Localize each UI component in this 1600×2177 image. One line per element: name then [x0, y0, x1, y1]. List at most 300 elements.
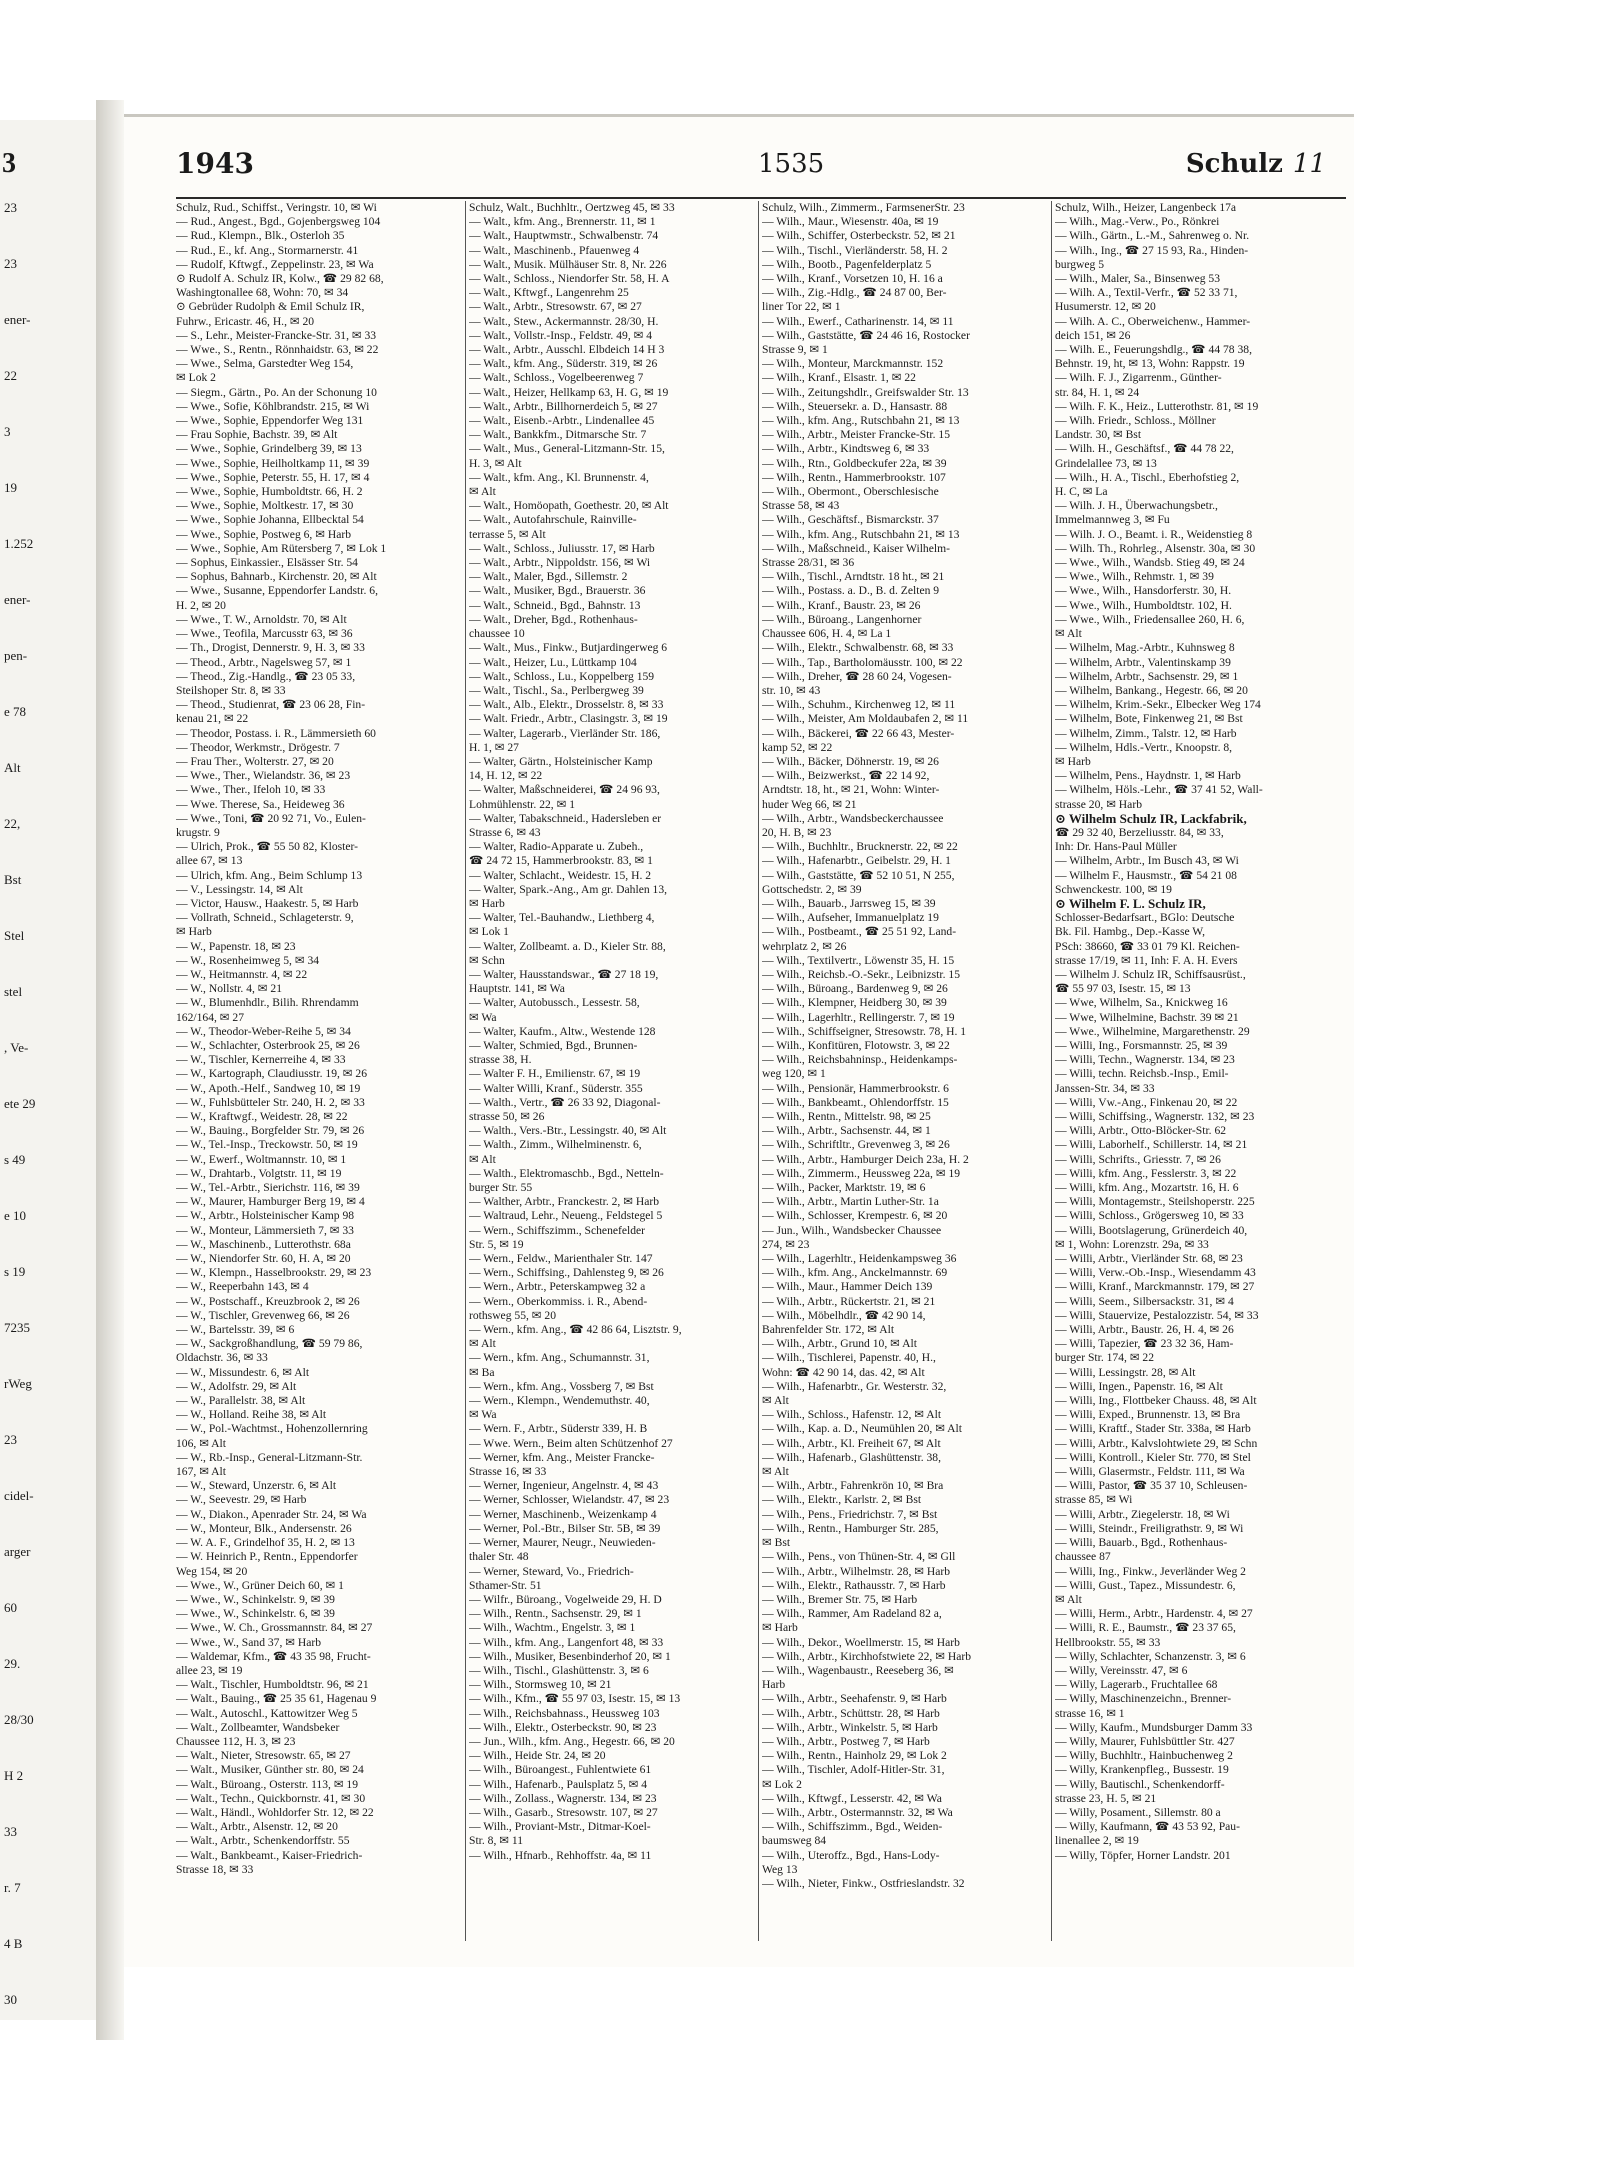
directory-entry: — W., Theodor-Weber-Reihe 5, ✉ 34	[176, 1024, 351, 1038]
directory-entry: — Walt., Eisenb.-Arbtr., Lindenallee 45	[469, 414, 655, 428]
directory-entry: — Walt., Arbtr., Ausschl. Elbdeich 14 H 3	[469, 343, 665, 357]
directory-entry: — Vollrath, Schneid., Schlageterstr. 9,	[176, 911, 354, 925]
directory-entry: — Theodor, Werkmstr., Drögestr. 7	[176, 740, 340, 754]
directory-entry: burgweg 5	[1055, 257, 1105, 271]
directory-entry: Wohn: ☎ 42 90 14, das. 42, ✉ Alt	[762, 1365, 925, 1379]
directory-entry: — Wilh. A., Textil-Verfr., ☎ 52 33 71,	[1055, 286, 1238, 300]
directory-entry: — Theod., Zig.-Handlg., ☎ 23 05 33,	[176, 669, 356, 683]
directory-entry: — Walt., kfm. Ang., Kl. Brunnenstr. 4,	[469, 470, 649, 484]
directory-entry: — Wilh. E., Feuerungshdlg., ☎ 44 78 38,	[1055, 343, 1252, 357]
directory-entry: Schlosser-Bedarfsart., BGlo: Deutsche	[1055, 911, 1235, 925]
directory-entry: — Wilh., Geschäftsf., Bismarckstr. 37	[762, 513, 939, 527]
directory-entry: — Walt., Bauing., ☎ 25 35 61, Hagenau 9	[176, 1692, 377, 1706]
directory-entry: — Wilh., Arbtr., Hamburger Deich 23a, H. 2	[762, 1152, 969, 1166]
directory-entry: Schwenckestr. 100, ✉ 19	[1055, 882, 1172, 896]
directory-entry: — Wilh., Reichsbahnass., Heussweg 103	[469, 1706, 660, 1720]
directory-entry: H. C, ✉ La	[1055, 485, 1108, 499]
directory-entry: — Wilhelm, Pens., Haydnstr. 1, ✉ Harb	[1055, 769, 1241, 783]
directory-entry: weg 120, ✉ 1	[762, 1067, 826, 1081]
directory-entry: — Wilh., Mag.-Verw., Po., Rönkrei	[1055, 215, 1220, 229]
previous-page-fragment: 3	[4, 424, 11, 439]
directory-entry: — Wilh., Arbtr., Winkelstr. 5, ✉ Harb	[762, 1720, 938, 1734]
directory-entry: — W., Monteur, Lämmersieth 7, ✉ 33	[176, 1223, 354, 1237]
directory-entry: — Victor, Hausw., Haakestr. 5, ✉ Harb	[176, 896, 359, 910]
directory-entry: — Willi, Herm., Arbtr., Hardenstr. 4, ✉ 27	[1055, 1607, 1253, 1621]
directory-entry: Strasse 16, ✉ 33	[469, 1465, 547, 1479]
directory-entry: Washingtonallee 68, Wohn: 70, ✉ 34	[176, 286, 349, 300]
directory-entry: — Walter, Schlacht., Weidestr. 15, H. 2	[469, 868, 652, 882]
previous-page-fragment: 22,	[4, 816, 21, 831]
directory-entry: burger Str. 55	[469, 1181, 533, 1195]
directory-entry: — Wilh. A. C., Oberweichenw., Hammer-	[1055, 314, 1251, 328]
directory-entry: — W., Tischler, Kernerreihe 4, ✉ 33	[176, 1053, 346, 1067]
previous-page-fragment: H 2	[4, 1768, 24, 1783]
directory-entry: — W., Klempn., Hasselbrookstr. 29, ✉ 23	[176, 1266, 372, 1280]
directory-entry: — Wwe., W., Schinkelstr. 6, ✉ 39	[176, 1607, 335, 1621]
directory-entry: — Wilfr., Büroang., Vogelweide 29, H. D	[469, 1592, 662, 1606]
directory-entry: — Wilh., Schiffseigner, Stresowstr. 78, H. 1	[762, 1024, 967, 1038]
previous-page-fragment: 7235	[4, 1320, 30, 1335]
directory-entry: — Wwe., Sophie Johanna, Ellbecktal 54	[176, 513, 364, 527]
directory-entry: — W., Maurer, Hamburger Berg 19, ✉ 4	[176, 1195, 365, 1209]
directory-entry: — Wilh., Zeitungshdlr., Greifswalder Str. 13	[762, 385, 969, 399]
directory-entry: Weg 13	[762, 1862, 798, 1876]
directory-entry: — Wilh., Bäckerei, ☎ 22 66 43, Mester-	[762, 726, 955, 740]
directory-entry: — W., Holland. Reihe 38, ✉ Alt	[176, 1408, 327, 1422]
directory-entry: — Wilh., Schloss., Hafenstr. 12, ✉ Alt	[762, 1408, 942, 1422]
previous-page-fragment: Stel	[4, 928, 25, 943]
directory-entry: — Willi, Lessingstr. 28, ✉ Alt	[1055, 1365, 1196, 1379]
directory-entry: — Wilhelm, Arbtr., Im Busch 43, ✉ Wi	[1055, 854, 1239, 868]
directory-entry: deich 151, ✉ 26	[1055, 328, 1131, 342]
directory-entry: — Walter, Zollbeamt. a. D., Kieler Str. 88,	[469, 939, 666, 953]
directory-entry: — Theod., Arbtr., Nagelsweg 57, ✉ 1	[176, 655, 352, 669]
directory-entry: — Wilh., Rentn., Mittelstr. 98, ✉ 25	[762, 1110, 931, 1123]
directory-entry: — Walt., Arbtr., Billhornerdeich 5, ✉ 27	[469, 399, 658, 413]
directory-entry: — V., Lessingstr. 14, ✉ Alt	[176, 882, 303, 896]
directory-entry: — Wilh., Büroang., Bardenweg 9, ✉ 26	[762, 982, 948, 996]
directory-entry: — W., Seevestr. 29, ✉ Harb	[176, 1493, 307, 1507]
directory-entry: strasse 38, H.	[469, 1053, 532, 1067]
directory-entry: strasse 85, ✉ Wi	[1055, 1493, 1133, 1507]
directory-entry: — W. A. F., Grindelhof 35, H. 2, ✉ 13	[176, 1536, 355, 1550]
directory-entry: — Walter, Maßschneiderei, ☎ 24 96 93,	[469, 783, 660, 797]
directory-entry: — Wilh., Lagerhltr., Heidenkampsweg 36	[762, 1252, 957, 1266]
directory-entry: — Wilh., Rentn., Hainholz 29, ✉ Lok 2	[762, 1749, 947, 1763]
directory-entry: ✉ Lok 1	[469, 925, 509, 939]
directory-entry: — Wilhelm, Bankang., Hegestr. 66, ✉ 20	[1055, 683, 1248, 697]
directory-entry: — Walter, Tabakschneid., Hadersleben er	[469, 811, 662, 825]
directory-entry: Behnstr. 19, ht, ✉ 13, Wohn: Rappstr. 19	[1055, 357, 1245, 371]
directory-entry: — W., Diakon., Apenrader Str. 24, ✉ Wa	[176, 1507, 367, 1521]
directory-entry: — Wilh., Arbtr., Meister Francke-Str. 15	[762, 428, 951, 442]
directory-entry: — Wern. F., Arbtr., Süderstr 339, H. B	[469, 1422, 648, 1436]
directory-entry: — Werner, Maschinenb., Weizenkamp 4	[469, 1507, 657, 1521]
directory-entry: Steilshoper Str. 8, ✉ 33	[176, 683, 286, 697]
directory-entry: burger Str. 174, ✉ 22	[1055, 1351, 1155, 1365]
directory-entry: — Wilhelm, Arbtr., Valentinskamp 39	[1055, 655, 1231, 669]
directory-entry: — W., Tel.-Insp., Treckowstr. 50, ✉ 19	[176, 1138, 358, 1152]
directory-entry: — Wwe., Sophie, Moltkestr. 17, ✉ 30	[176, 499, 354, 513]
directory-entry: allee 23, ✉ 19	[176, 1663, 243, 1677]
directory-entry: — Willi, Ing., Finkw., Jeverländer Weg 2	[1055, 1564, 1246, 1578]
directory-entry: — Walt., Maschinenb., Pfauenweg 4	[469, 243, 640, 257]
previous-page-fragment: Alt	[4, 760, 21, 775]
directory-entry: — Wilh., Heide Str. 24, ✉ 20	[469, 1749, 606, 1763]
directory-entry: ⊙ Wilhelm Schulz IR, Lackfabrik,	[1055, 811, 1247, 826]
directory-entry: — W., Kraftwgf., Weidestr. 28, ✉ 22	[176, 1110, 348, 1123]
directory-entry: ✉ Alt	[1055, 627, 1082, 641]
directory-entry: Oldachstr. 36, ✉ 33	[176, 1351, 268, 1365]
directory-entry: — W., Pol.-Wachtmst., Hohenzollernring	[176, 1422, 368, 1436]
directory-entry: — Wilhelm, Krim.-Sekr., Elbecker Weg 174	[1055, 698, 1261, 712]
directory-entry: — Theod., Studienrat, ☎ 23 06 28, Fin-	[176, 698, 366, 712]
directory-entry: — Walt., Hauptwmstr., Schwalbenstr. 74	[469, 229, 659, 243]
directory-entry: — Wilh. J. H., Überwachungsbetr.,	[1055, 499, 1218, 513]
directory-entry: — Wilh., Dekor., Woellmerstr. 15, ✉ Harb	[762, 1635, 960, 1649]
directory-entry: — Wilh., Tischler, Adolf-Hitler-Str. 31,	[762, 1763, 945, 1777]
column-divider	[1051, 201, 1052, 1941]
directory-entry: — Wilh., Wagenbaustr., Reeseberg 36, ✉	[762, 1663, 954, 1677]
directory-entry: — Willy, Posament., Sillemstr. 80 a	[1055, 1805, 1221, 1819]
directory-entry: — Wilh., Pens., Friedrichstr. 7, ✉ Bst	[762, 1507, 938, 1521]
directory-entry: Chaussee 112, H. 3, ✉ 23	[176, 1734, 296, 1748]
directory-entry: — Wilh., Pensionär, Hammerbrookstr. 6	[762, 1081, 949, 1095]
directory-entry: — Wilh., Kfm., ☎ 55 97 03, Isestr. 15, ✉ 13	[469, 1692, 681, 1706]
directory-entry: huder Weg 66, ✉ 21	[762, 797, 857, 811]
directory-entry: — Wwe., Wilh., Rehmstr. 1, ✉ 39	[1055, 570, 1214, 584]
directory-entry: — Wwe., Ther., Wielandstr. 36, ✉ 23	[176, 769, 351, 783]
directory-entry: — Wilh., Elektr., Rathausstr. 7, ✉ Harb	[762, 1578, 946, 1592]
directory-entry: — Wilh., Maler, Sa., Binsenweg 53	[1055, 272, 1221, 286]
directory-entry: 162/164, ✉ 27	[176, 1010, 245, 1024]
directory-entry: — Willi, Tapezier, ☎ 23 32 36, Ham-	[1055, 1337, 1234, 1351]
directory-entry: — Wwe., Sophie, Humboldtstr. 66, H. 2	[176, 485, 363, 499]
directory-entry: — Willi, Techn., Wagnerstr. 134, ✉ 23	[1055, 1053, 1235, 1067]
directory-entry: — Walt., Bankbeamt., Kaiser-Friedrich-	[176, 1848, 363, 1862]
directory-entry: ☎ 55 97 03, Isestr. 15, ✉ 13	[1055, 982, 1191, 996]
directory-entry: — Willy, Bautischl., Schenkendorff-	[1055, 1777, 1225, 1791]
directory-entry: — Willy, Buchhltr., Hainbuchenweg 2	[1055, 1749, 1233, 1763]
previous-page-fragment: 1.252	[4, 536, 34, 551]
directory-entry: — Wilh., Bäcker, Döhnerstr. 19, ✉ 26	[762, 754, 939, 768]
directory-entry: — W., Bauing., Borgfelder Str. 79, ✉ 26	[176, 1124, 365, 1138]
directory-entry: Grindelallee 73, ✉ 13	[1055, 456, 1157, 470]
directory-entry: — Wilhelm, Höls.-Lehr., ☎ 37 41 52, Wall-	[1055, 783, 1263, 797]
directory-entry: Chaussee 606, H. 4, ✉ La 1	[762, 627, 892, 641]
directory-entry: — Wilh., Wachtm., Engelstr. 3, ✉ 1	[469, 1621, 636, 1635]
directory-column-3	[762, 201, 1046, 1941]
directory-entry: — Wwe., W. Ch., Grossmannstr. 84, ✉ 27	[176, 1621, 373, 1635]
directory-entry: — Wilh., Buchhltr., Brucknerstr. 22, ✉ 22	[762, 840, 958, 854]
directory-entry: — W., Adolfstr. 29, ✉ Alt	[176, 1379, 297, 1393]
directory-entry: — Willy, Kaufmann, ☎ 43 53 92, Pau-	[1055, 1820, 1240, 1834]
directory-entry: — Wilh., Rentn., Hamburger Str. 285,	[762, 1521, 939, 1535]
directory-entry: — Willi, techn. Reichsb.-Insp., Emil-	[1055, 1067, 1229, 1081]
directory-entry: — Wilh., Obermont., Oberschlesische	[762, 485, 939, 499]
directory-entry: — Willi, Pastor, ☎ 35 37 10, Schleusen-	[1055, 1479, 1248, 1493]
directory-entry: — Frau Ther., Wolterstr. 27, ✉ 20	[176, 754, 334, 768]
directory-entry: — Walt., Nieter, Stresowstr. 65, ✉ 27	[176, 1749, 351, 1763]
directory-entry: Sthamer-Str. 51	[469, 1578, 542, 1592]
directory-entry: — Willi, kfm. Ang., Fesslerstr. 3, ✉ 22	[1055, 1166, 1237, 1180]
directory-entry: Landstr. 30, ✉ Bst	[1055, 428, 1142, 442]
directory-entry: — Wilh. Friedr., Schloss., Möllner	[1055, 414, 1216, 428]
directory-entry: — Willi, Bauarb., Bgd., Rothenhaus-	[1055, 1536, 1228, 1550]
directory-entry: — Werner, Schlosser, Wielandstr. 47, ✉ 23	[469, 1493, 670, 1507]
directory-entry: — Wwe., Selma, Garstedter Weg 154,	[176, 357, 354, 371]
directory-entry: Weg 154, ✉ 20	[176, 1564, 248, 1578]
directory-entry: — Wilh., Hfnarb., Rehhoffstr. 4a, ✉ 11	[469, 1848, 652, 1862]
directory-entry: — Wilh. F. K., Heiz., Lutterothstr. 81, ✉ 19	[1055, 399, 1259, 413]
directory-entry: — Walt., Arbtr., Stresowstr. 67, ✉ 27	[469, 300, 642, 314]
directory-entry: — Walter, Spark.-Ang., Am gr. Dahlen 13,	[469, 882, 668, 896]
directory-entry: liner Tor 22, ✉ 1	[762, 300, 841, 314]
directory-entry: — Walter, Radio-Apparate u. Zubeh.,	[469, 840, 644, 854]
directory-entry: Str. 8, ✉ 11	[469, 1834, 524, 1848]
directory-entry: — Wilh., Gaststätte, ☎ 52 10 51, N 255,	[762, 868, 955, 882]
directory-entry: Fuhrw., Ericastr. 46, H., ✉ 20	[176, 314, 315, 328]
directory-entry: — Walt., Techn., Quickbornstr. 41, ✉ 30	[176, 1791, 366, 1805]
previous-page-fragment: 30	[4, 1992, 17, 2007]
directory-entry: — Wwe., W., Grüner Deich 60, ✉ 1	[176, 1578, 344, 1592]
previous-page-fragment: pen-	[4, 648, 28, 663]
directory-entry: — Wern., Klempn., Wendemuthstr. 40,	[469, 1394, 650, 1408]
directory-entry: — Wwe, Wilhelm, Sa., Knickweg 16	[1055, 996, 1228, 1010]
directory-entry: chaussee 87	[1055, 1550, 1111, 1564]
directory-entry: — Wwe., Sophie, Eppendorfer Weg 131	[176, 414, 364, 428]
directory-entry: — S., Lehr., Meister-Francke-Str. 31, ✉ 33	[176, 328, 377, 342]
directory-entry: — Wwe., Teofila, Marcusstr 63, ✉ 36	[176, 627, 353, 641]
directory-entry: — Rud., E., kf. Ang., Stormarnerstr. 41	[176, 243, 359, 257]
directory-entry: — Wilh., H. A., Tischl., Eberhofstieg 2,	[1055, 470, 1240, 484]
directory-entry: — Willy, Krankenpfleg., Bussestr. 19	[1055, 1763, 1229, 1777]
directory-entry: — W., Nollstr. 4, ✉ 21	[176, 982, 283, 996]
directory-entry: Schulz, Rud., Schiffst., Veringstr. 10, ✉ Wi	[176, 201, 377, 214]
directory-entry: — Wilhelm, Hdls.-Vertr., Knoopstr. 8,	[1055, 740, 1233, 754]
directory-entry: — Wilh., Bauarb., Jarrsweg 15, ✉ 39	[762, 896, 936, 910]
directory-entry: — Wilh., Arbtr., Kirchhofstwiete 22, ✉ Harb	[762, 1649, 971, 1663]
directory-entry: — Wilh., Maur., Hammer Deich 139	[762, 1280, 933, 1294]
directory-entry: — Wilh., Musiker, Besenbinderhof 20, ✉ 1	[469, 1649, 671, 1663]
directory-entry: ✉ Alt	[469, 485, 496, 499]
page-number: 1535	[758, 149, 825, 179]
directory-entry: — Walt., Homöopath, Goethestr. 20, ✉ Alt	[469, 499, 669, 513]
directory-entry: — Wwe., W., Schinkelstr. 9, ✉ 39	[176, 1592, 335, 1606]
directory-entry: Strasse 9, ✉ 1	[762, 343, 828, 357]
directory-entry: — Walter, Autobussch., Lessestr. 58,	[469, 996, 640, 1010]
directory-entry: — Walt., Büroang., Osterstr. 113, ✉ 19	[176, 1777, 359, 1791]
directory-entry: ✉ Harb	[762, 1621, 798, 1635]
directory-entry: ✉ Alt	[762, 1465, 789, 1479]
directory-entry: — Jun., Wilh., kfm. Ang., Hegestr. 66, ✉ 20	[469, 1734, 675, 1748]
directory-entry: — W., Sackgroßhandlung, ☎ 59 79 86,	[176, 1337, 363, 1351]
directory-entry: — Sophus, Einkassier., Elsässer Str. 54	[176, 556, 358, 570]
book-gutter	[96, 100, 124, 2040]
directory-entry: — W., Kartograph, Claudiusstr. 19, ✉ 26	[176, 1067, 368, 1081]
directory-entry: — Wilh., Elektr., Schwalbenstr. 68, ✉ 33	[762, 641, 954, 655]
directory-entry: strasse 17/19, ✉ 11, Inh: F. A. H. Evers	[1055, 953, 1238, 967]
directory-entry: — Walth., Vertr., ☎ 26 33 92, Diagonal-	[469, 1095, 661, 1109]
directory-entry: 167, ✉ Alt	[176, 1465, 226, 1479]
directory-entry: — Walt., Autoschl., Kattowitzer Weg 5	[176, 1706, 358, 1720]
directory-entry: — Wilh., Konfitüren, Flotowstr. 3, ✉ 22	[762, 1038, 950, 1052]
directory-entry: — Wilhelm, Zimm., Talstr. 12, ✉ Harb	[1055, 726, 1237, 740]
directory-entry: — Wilh., Bankbeamt., Ohlendorffstr. 15	[762, 1095, 949, 1109]
directory-entry: — Wilh. F. J., Zigarrenm., Günther-	[1055, 371, 1222, 385]
directory-entry: — Wern., kfm. Ang., Schumannstr. 31,	[469, 1351, 650, 1365]
directory-entry: ✉ Alt	[469, 1152, 496, 1166]
directory-entry: — Willi, Laborhelf., Schillerstr. 14, ✉ 21	[1055, 1138, 1248, 1152]
directory-entry: — Wilhelm J. Schulz IR, Schiffsausrüst.,	[1055, 967, 1246, 981]
directory-entry: — Willi, Arbtr., Otto-Blöcker-Str. 62	[1055, 1124, 1227, 1138]
directory-entry: — Willi, Montagemstr., Steilshoperstr. 225	[1055, 1195, 1255, 1209]
directory-entry: — W., Tischler, Grevenweg 66, ✉ 26	[176, 1308, 350, 1322]
directory-entry: — Walt., Autofahrschule, Rainville-	[469, 513, 637, 527]
directory-entry: — Willi, Schrifts., Griesstr. 7, ✉ 26	[1055, 1152, 1221, 1166]
directory-entry: H. 1, ✉ 27	[469, 740, 519, 754]
running-head-name: Schulz	[1185, 149, 1283, 179]
directory-entry: Strasse 6, ✉ 43	[469, 825, 541, 839]
directory-entry: — Willi, Verw.-Ob.-Insp., Wiesendamm 43	[1055, 1266, 1256, 1280]
directory-entry: — Walt., Kftwgf., Langenrehm 25	[469, 286, 629, 300]
previous-page-fragment: ener-	[4, 312, 31, 327]
directory-entry: — Wilh., Hafenarbtr., Geibelstr. 29, H. 1	[762, 854, 951, 868]
directory-entry: — Walt., Alb., Elektr., Drosselstr. 8, ✉ 33	[469, 698, 664, 712]
directory-entry: — Wilh., Rentn., Sachsenstr. 29, ✉ 1	[469, 1607, 642, 1621]
directory-entry: — W., Apoth.-Helf., Sandweg 10, ✉ 19	[176, 1081, 361, 1095]
previous-page-fragment: ete 29	[4, 1096, 36, 1111]
directory-entry: — Wern., kfm. Ang., ☎ 42 86 64, Lisztstr. 9,	[469, 1323, 682, 1337]
directory-entry: krugstr. 9	[176, 825, 220, 839]
directory-column-1	[176, 201, 460, 1941]
directory-entry: kamp 52, ✉ 22	[762, 740, 833, 754]
directory-column-2	[469, 201, 753, 1941]
directory-entry: — Wwe, Wilhelmine, Bachstr. 39 ✉ 21	[1055, 1010, 1239, 1024]
directory-entry: ⊙ Wilhelm F. L. Schulz IR,	[1055, 896, 1206, 911]
directory-entry: — Wern., Oberkommiss. i. R., Abend-	[469, 1294, 648, 1308]
directory-entry: — W., Papenstr. 18, ✉ 23	[176, 939, 296, 953]
directory-entry: Schulz, Wilh., Heizer, Langenbeck 17a	[1055, 201, 1237, 214]
directory-entry: — Wilh., Schriftltr., Grevenweg 3, ✉ 26	[762, 1138, 950, 1152]
directory-entry: — W., Heitmannstr. 4, ✉ 22	[176, 967, 308, 981]
directory-entry: — Willy, Kaufm., Mundsburger Damm 33	[1055, 1720, 1253, 1734]
directory-entry: — W., Monteur, Blk., Andersenstr. 26	[176, 1521, 352, 1535]
directory-entry: ✉ Wa	[469, 1408, 497, 1422]
directory-entry: — Wilh., Packer, Marktstr. 19, ✉ 6	[762, 1181, 926, 1195]
directory-entry: — Willi, Stauervize, Pestalozzistr. 54, ✉ 33	[1055, 1308, 1259, 1322]
directory-entry: Lohmühlenstr. 22, ✉ 1	[469, 797, 576, 811]
directory-entry: — W., Rb.-Insp., General-Litzmann-Str.	[176, 1450, 363, 1464]
directory-entry: — W., Drahtarb., Volgtstr. 11, ✉ 19	[176, 1166, 342, 1180]
previous-page-number: 3	[2, 148, 16, 179]
directory-entry: — W., Postschaff., Kreuzbrook 2, ✉ 26	[176, 1294, 360, 1308]
directory-entry: allee 67, ✉ 13	[176, 854, 243, 868]
directory-entry: — Walt., Musiker, Bgd., Brauerstr. 36	[469, 584, 646, 598]
directory-entry: — Willi, Arbtr., Vierländer Str. 68, ✉ 23	[1055, 1252, 1243, 1266]
directory-entry: — Willi, Glasermstr., Feldstr. 111, ✉ Wa	[1055, 1465, 1245, 1479]
directory-entry: 14, H. 12, ✉ 22	[469, 769, 543, 783]
directory-entry: — W., Schlachter, Osterbrook 25, ✉ 26	[176, 1038, 360, 1052]
previous-page-fragment: 22	[4, 368, 17, 383]
directory-entry: — Werner, Steward, Vo., Friedrich-	[469, 1564, 634, 1578]
directory-entry: — Wilh., Proviant-Mstr., Ditmar-Koel-	[469, 1820, 651, 1834]
directory-entry: — Wilh., Arbtr., Rückertstr. 21, ✉ 21	[762, 1294, 936, 1308]
directory-entry: — Wilh., kfm. Ang., Rutschbahn 21, ✉ 13	[762, 527, 960, 541]
directory-entry: — Walter Willi, Kranf., Süderstr. 355	[469, 1081, 643, 1095]
directory-entry: — Wilh., Gaststätte, ☎ 24 46 16, Rostocker	[762, 328, 970, 342]
directory-entry: — Wilh., Hafenarbtr., Gr. Westerstr. 32,	[762, 1379, 947, 1393]
directory-entry: ✉ Lok 2	[762, 1777, 802, 1791]
directory-entry: — Wilh., Tischlerei, Papenstr. 40, H.,	[762, 1351, 936, 1365]
directory-entry: — Wilh., Stormsweg 10, ✉ 21	[469, 1678, 612, 1692]
directory-entry: — Walth., Elektromaschb., Bgd., Netteln-	[469, 1166, 664, 1180]
directory-entry: — Walt., Arbtr., Alsenstr. 12, ✉ 20	[176, 1820, 338, 1834]
directory-entry: str. 84, H. 1, ✉ 24	[1055, 385, 1140, 399]
directory-entry: — W., Bartelsstr. 39, ✉ 6	[176, 1323, 295, 1337]
directory-entry: — Walt., Schloss., Lu., Koppelberg 159	[469, 669, 655, 683]
running-head	[1186, 149, 1326, 179]
directory-entry: — Wilh., Kranf., Elsastr. 1, ✉ 22	[762, 371, 916, 385]
directory-entry: — Wilh., Kap. a. D., Neumühlen 20, ✉ Alt	[762, 1422, 962, 1436]
directory-entry: — Walt. Friedr., Arbtr., Clasingstr. 3, ✉ 19	[469, 712, 668, 726]
directory-entry: — Theodor, Postass. i. R., Lämmersieth 60	[176, 726, 376, 740]
directory-entry: — Wilh., Steuersekr. a. D., Hansastr. 88	[762, 399, 948, 413]
directory-entry: — Willi, Schloss., Grögersweg 10, ✉ 33	[1055, 1209, 1244, 1223]
directory-entry: — Wwe., Sophie, Peterstr. 55, H. 17, ✉ 4	[176, 470, 370, 484]
directory-entry: — Wilh., Rtn., Goldbeckufer 22a, ✉ 39	[762, 456, 947, 470]
directory-entry: Schulz, Wilh., Zimmerm., FarmsenerStr. 23	[762, 201, 965, 214]
directory-entry: — Ulrich, kfm. Ang., Beim Schlump 13	[176, 868, 363, 882]
directory-entry: — Wwe., Sophie, Postweg 6, ✉ Harb	[176, 527, 352, 541]
directory-entry: — Wilh., Gasarb., Stresowstr. 107, ✉ 27	[469, 1805, 658, 1819]
directory-entry: Strasse 18, ✉ 33	[176, 1862, 254, 1876]
directory-entry: — Wilh., Schuhm., Kirchenweg 12, ✉ 11	[762, 698, 956, 712]
directory-entry: Harb	[762, 1678, 786, 1692]
previous-page-fragment: 4 B	[4, 1936, 23, 1951]
directory-entry: — Wilhelm, Mag.-Arbtr., Kuhnsweg 8	[1055, 641, 1235, 655]
directory-entry: Hellbrookstr. 55, ✉ 33	[1055, 1635, 1161, 1649]
directory-entry: PSch: 38660, ☎ 33 01 79 Kl. Reichen-	[1055, 939, 1240, 953]
directory-entry: — Willi, Arbtr., Kalvslohtwiete 29, ✉ Schn	[1055, 1436, 1258, 1450]
directory-entry: — Rudolf, Kftwgf., Zeppelinstr. 23, ✉ Wa	[176, 257, 374, 271]
directory-entry: — Walter F. H., Emilienstr. 67, ✉ 19	[469, 1067, 641, 1081]
directory-entry: — Wern., Schiffsing., Dahlensteg 9, ✉ 26	[469, 1266, 664, 1280]
directory-entry: — Walth., Zimm., Wilhelminenstr. 6,	[469, 1138, 642, 1152]
directory-entry: — Wilh., Lagerhltr., Rellingerstr. 7, ✉ 19	[762, 1010, 955, 1024]
directory-entry: — Wilh., Arbtr., Ostermannstr. 32, ✉ Wa	[762, 1805, 953, 1819]
directory-entry: — Wilh., Arbtr., Sachsenstr. 44, ✉ 1	[762, 1124, 931, 1138]
directory-entry: — Wilh., Zig.-Hdlg., ☎ 24 87 00, Ber-	[762, 286, 947, 300]
directory-entry: — Wilh. J. O., Beamt. i. R., Weidenstieg 8	[1055, 527, 1253, 541]
directory-entry: — Walter, Kaufm., Altw., Westende 128	[469, 1024, 656, 1038]
directory-entry: — Walt., Vollstr.-Insp., Feldstr. 49, ✉ 4	[469, 328, 653, 342]
previous-page-fragment: 23	[4, 256, 17, 271]
directory-entry: — Willy, Maurer, Fuhlsbüttler Str. 427	[1055, 1734, 1235, 1748]
directory-entry: H. 3, ✉ Alt	[469, 456, 522, 470]
directory-entry: — Wilh., Bremer Str. 75, ✉ Harb	[762, 1592, 918, 1606]
directory-entry: — Wilhelm F., Hausmstr., ☎ 54 21 08	[1055, 868, 1237, 882]
previous-page-fragment: s 19	[4, 1264, 26, 1279]
directory-entry: — Wern., Feldw., Marienthaler Str. 147	[469, 1252, 653, 1266]
directory-entry: — Wwe., Wilhelmine, Margarethenstr. 29	[1055, 1024, 1250, 1038]
directory-entry: Schulz, Walt., Buchhltr., Oertzweg 45, ✉ 33	[469, 201, 675, 214]
directory-entry: ✉ Harb	[469, 896, 505, 910]
directory-entry: — Wwe. Wern., Beim alten Schützenhof 27	[469, 1436, 673, 1450]
directory-entry: — Willy, Vereinsstr. 47, ✉ 6	[1055, 1663, 1188, 1677]
directory-entry: — Wilh., Ewerf., Catharinenstr. 14, ✉ 11	[762, 314, 954, 328]
directory-entry: — W. Heinrich P., Rentn., Eppendorfer	[176, 1550, 358, 1564]
